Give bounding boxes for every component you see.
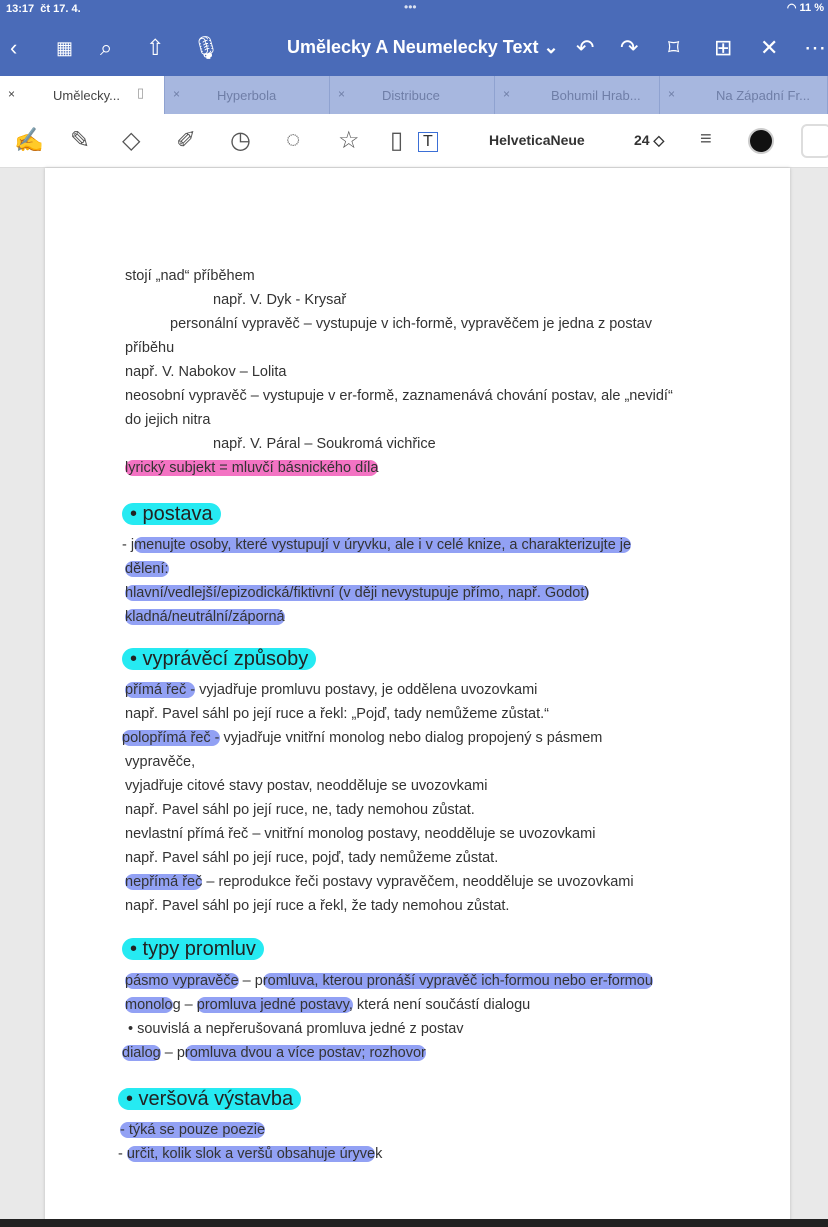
text-segment: k (375, 1146, 383, 1162)
text-line (125, 388, 673, 404)
tab-label: Distribuce (382, 88, 440, 103)
multitask-dots[interactable]: ••• (404, 0, 417, 14)
tab-label: Umělecky... (53, 88, 120, 103)
tab-label: Na Západní Fr... (716, 88, 810, 103)
highlighted-text: lyrický subjekt = mluvčí básnického díla (125, 460, 379, 476)
text-line (118, 1146, 382, 1162)
highlighted-text: monolo (125, 997, 173, 1013)
text-segment: např. Pavel sáhl po její ruce, pojď, tady nemůžeme zůstat. (125, 850, 499, 866)
text-line (128, 1021, 464, 1037)
bottom-edge (0, 1219, 828, 1227)
close-icon[interactable]: ✕ (760, 35, 779, 60)
text-segment: vyjadřuje citové stavy postav, neodděluje se uvozovkami (125, 778, 488, 794)
text-line (125, 754, 195, 770)
highlighter-icon[interactable]: ✐ (176, 127, 197, 154)
text-line (122, 1045, 426, 1061)
highlighted-text: pásmo vypravěče (125, 973, 239, 989)
close-tab-icon[interactable]: × (503, 87, 511, 101)
text-segment: – p (160, 1045, 185, 1061)
text-segment: např. Pavel sáhl po její ruce a řekl, že tady nemohou zůstat. (125, 898, 510, 914)
text-tool-icon[interactable]: T (418, 132, 438, 152)
text-line (125, 997, 530, 1013)
time: 13:17 (6, 3, 35, 15)
text-line (125, 340, 174, 356)
text-line (170, 316, 652, 332)
highlighted-text: nepřímá řeč (125, 874, 203, 890)
grid-icon[interactable]: ▦ (56, 38, 74, 58)
highlighted-text: dialog (122, 1045, 161, 1061)
text-segment: např. V. Nabokov – Lolita (125, 364, 287, 380)
text-line (122, 537, 631, 553)
microphone-icon[interactable]: 🎙 (192, 35, 220, 60)
text-segment: která není součástí dialogu (352, 997, 531, 1013)
section-heading (122, 648, 316, 671)
split-view-icon[interactable]: ▯ (137, 85, 145, 100)
text-segment: neosobní vypravěč – vystupuje v er-formě, zaznamenává chování postav, ale „nevidí“ (125, 388, 673, 404)
highlighted-text: romluva dvou a více postav; rozhovor (184, 1045, 426, 1061)
highlighted-text: • veršová výstavba (118, 1088, 301, 1110)
text-line (122, 730, 602, 746)
zoom-window-icon[interactable]: ✍ (14, 127, 44, 154)
text-line (125, 898, 509, 914)
text-segment: - j (122, 537, 135, 553)
text-segment: do jejich nitra (125, 412, 211, 428)
text-line (125, 585, 589, 601)
text-segment: např. Pavel sáhl po její ruce, ne, tady nemohou zůstat. (125, 802, 475, 818)
text-segment: např. V. Dyk - Krysař (213, 292, 347, 308)
section-heading (122, 503, 221, 526)
close-tab-icon[interactable]: × (338, 87, 346, 101)
eraser-icon[interactable]: ◇ (122, 127, 141, 154)
text-line (213, 436, 436, 452)
text-segment: např. Pavel sáhl po její ruce a řekl: „Pojď, tady nemůžeme zůstat.“ (125, 706, 549, 722)
text-line (125, 778, 487, 794)
back-icon[interactable]: ‹ (10, 35, 18, 60)
text-segment: např. V. Páral – Soukromá vichřice (213, 436, 436, 452)
text-line (125, 874, 634, 890)
highlighted-text: • postava (122, 503, 221, 525)
highlighted-text: romluva, kterou pronáší vypravěč ich-formou nebo er-formou (262, 973, 653, 989)
undo-icon[interactable]: ↶ (576, 35, 595, 60)
share-icon[interactable]: ⇧ (146, 35, 165, 60)
sticker-icon[interactable]: ☆ (338, 127, 360, 154)
text-segment: stojí „nad“ příběhem (125, 268, 255, 284)
text-line (125, 609, 285, 625)
tab-label: Hyperbola (217, 88, 277, 103)
highlighted-text: polopřímá řeč - (122, 730, 220, 746)
document-title[interactable]: Umělecky A Neumelecky Text ⌄ (287, 37, 559, 57)
date: čt 17. 4. (40, 3, 81, 15)
text-line (125, 412, 210, 428)
text-segment: příběhu (125, 340, 175, 356)
text-line (125, 802, 475, 818)
text-line (213, 292, 346, 308)
highlighted-text: dělení: (125, 561, 169, 577)
text-line (125, 682, 537, 698)
text-line (125, 268, 255, 284)
text-line (125, 364, 287, 380)
close-tab-icon[interactable]: × (8, 87, 16, 101)
text-line (125, 561, 169, 577)
section-heading (122, 938, 264, 961)
text-segment: – p (238, 973, 263, 989)
section-heading (118, 1088, 301, 1111)
highlighted-text: - týká se pouze poezie (120, 1122, 266, 1138)
battery-status: ◠ 11 % (786, 2, 824, 14)
highlighted-text: určit, kolik slok a veršů obsahuje úryve (126, 1146, 376, 1162)
text-segment: vyjadřuje promluvu postavy, je oddělena uvozovkami (195, 682, 538, 698)
text-line (120, 1122, 265, 1138)
text-line (125, 850, 498, 866)
close-tab-icon[interactable]: × (173, 87, 181, 101)
text-segment: - (118, 1146, 127, 1162)
tab-label: Bohumil Hrab... (551, 88, 641, 103)
highlighted-text: • vyprávěcí způsoby (122, 648, 316, 670)
pen-icon[interactable]: ✎ (70, 127, 91, 154)
image-icon[interactable]: ▯ (390, 127, 404, 154)
lasso-icon[interactable]: ◌ (286, 126, 301, 153)
text-line (125, 460, 378, 476)
highlighted-text: • typy promluv (122, 938, 264, 960)
text-line (125, 706, 549, 722)
close-tab-icon[interactable]: × (668, 87, 676, 101)
text-segment: • souvislá a nepřerušovaná promluva jedné z postav (128, 1021, 464, 1037)
highlighted-text: hlavní/vedlejší/epizodická/fiktivní (v ději nevystupuje přímo, např. Godot) (125, 585, 590, 601)
redo-icon[interactable]: ↷ (620, 35, 639, 60)
highlighted-text: menujte osoby, které vystupují v úryvku, ale i v celé knize, a charakterizujte je (134, 537, 632, 553)
text-segment: vyjadřuje vnitřní monolog nebo dialog propojený s pásmem (219, 730, 603, 746)
battery-level: 11 % (799, 2, 824, 14)
text-segment: vypravěče, (125, 754, 196, 770)
text-line (125, 826, 595, 842)
highlighted-text: přímá řeč - (125, 682, 196, 698)
highlighted-text: promluva jedné postavy, (196, 997, 353, 1013)
more-icon[interactable]: ⋯ (804, 35, 826, 60)
bookmark-icon[interactable]: ⌑ (668, 35, 680, 60)
text-segment: personální vypravěč – vystupuje v ich-formě, vypravěčem je jedna z postav (170, 316, 652, 332)
text-line (125, 973, 653, 989)
text-segment: nevlastní přímá řeč – vnitřní monolog postavy, neodděluje se uvozovkami (125, 826, 596, 842)
highlighted-text: kladná/neutrální/záporná (125, 609, 285, 625)
text-segment: g – (172, 997, 197, 1013)
align-icon[interactable]: ≡ (700, 128, 712, 150)
font-size-selector[interactable]: 24 ◇ (634, 132, 665, 148)
search-icon[interactable]: ⌕ (100, 35, 113, 60)
font-selector[interactable]: HelveticaNeue (489, 132, 585, 148)
shapes-icon[interactable]: ◷ (230, 127, 251, 154)
text-segment: – reprodukce řeči postavy vypravěčem, neodděluje se uvozovkami (202, 874, 634, 890)
add-page-icon[interactable]: ⊞ (714, 35, 733, 60)
